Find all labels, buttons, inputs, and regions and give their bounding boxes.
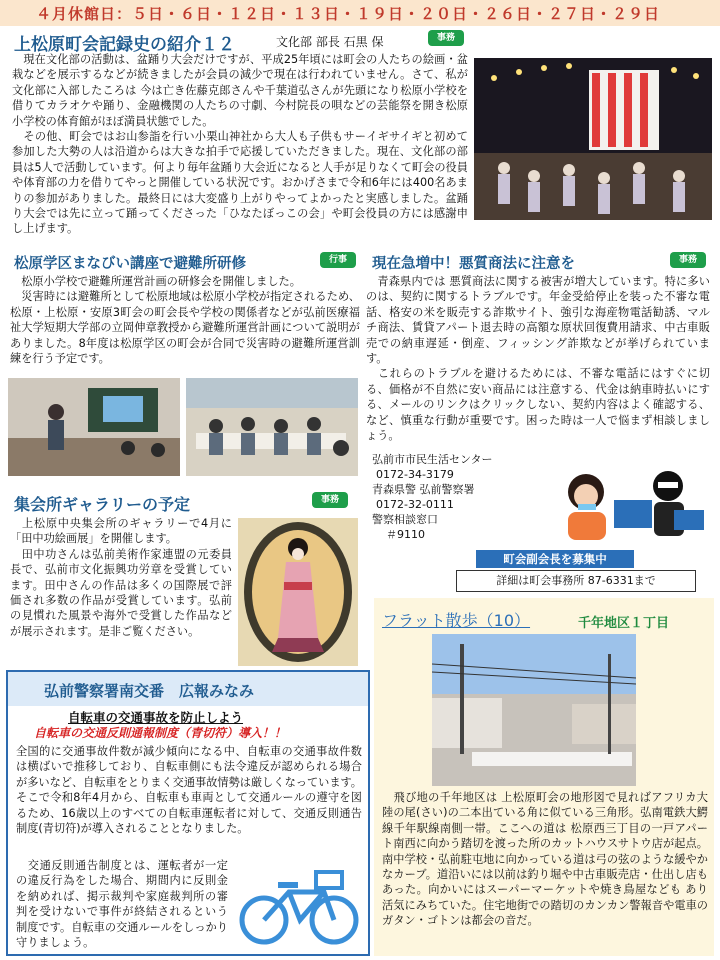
police-body-1: 全国的に交通事故件数が減少傾向になる中、自転車の交通事故件数は横ばいで推移しており、自転車側にも法令違反が認められる場合が多いなど、自転車をとりまく交通事故情勢は厳しくなっています。そこで令和8年4月から、自転車も車両として交通ルールの遵守を図るため、16歳以上のすべての自転車運転者に対して、交通反則通告制度(青切符)が導入されることとなりました。 [16, 745, 362, 836]
gallery-body: 上松原中央集会所のギャラリーで4月に「田中功絵画展」を開催します。 田中功さんは弘前美術作家連盟の元委員長で、弘前市文化振興功労章を受賞しています。田中さんの作品は多くの国際展で評価され多数の作品が受賞しています。弘前の見慣れた風景や海外で受賞した作品などが展示されます。是非ご覧ください。 [10, 517, 232, 638]
police-alert: 自転車の交通反則通報制度（青切符）導入！！ [34, 726, 287, 740]
recruit-tel: 87-6331まで [587, 574, 656, 587]
contact-center-name: 弘前市市民生活センター [372, 453, 493, 466]
street-photo [432, 634, 636, 786]
contact-consult-name: 警察相談窓口 [372, 513, 438, 526]
school-tag: 行事 [320, 252, 356, 268]
history-paragraph-1: 現在文化部の活動は、盆踊り大会だけですが、平成25年頃には町会の人たちの絵画・盆栽などを展示するなどが続きましたが会員の減少で現在は行われていません。さて、私が文化部に入部したころは 今は亡き佐藤克郎さんや千葉道弘さんが先頭になり松原小学校を借りてカラオケや踊り、金融機関の人たちの寸劇、今村院長の唄などの芸能祭を開き松原小学校の体育館がほぼ満員状態でした。 [12, 53, 468, 128]
contact-police-tel: 0172-32-0111 [376, 498, 454, 511]
contact-center-tel: 0172-34-3179 [376, 468, 454, 481]
training-photo-2 [186, 378, 358, 476]
walk-area: 千年地区１丁目 [578, 616, 670, 631]
fraud-contacts [372, 452, 552, 542]
fraud-title: 現在急増中！悪質商法に注意を [372, 256, 575, 272]
recruit-banner [476, 550, 634, 568]
history-body [12, 52, 468, 244]
contact-police-name: 青森県警 弘前警察署 [372, 483, 475, 496]
recruit-detail: 詳細は町会事務所 [496, 574, 585, 587]
recruit-title: 町会副会長を募集中 [503, 552, 607, 566]
contact-consult-tel: ＃9110 [386, 528, 425, 541]
bicycle-icon [234, 862, 364, 948]
fraud-body: 青森県内では 悪質商法に関する被害が増大しています。特に多いのは、契約に関するトラブルです。年金受給停止を装った不審な電話、格安の米を販売する詐欺サイト、強引な海産物電話勧誘、マルチ商法、賃貸アパート退去時の高額な原状回復費用請求、中古車販売での納車遅延・倒産、フィッシング詐欺などが挙げられています。 これらのトラブルを避けるためには、不審な電話にはすぐに切る、価格が不自然に安い商品には注意する、代金は納車時払いにする、メールのリンクはクリックしない、契約内容はよく確認する、など、慎重な行動が重要です。困った時は一人で悩まず相談しましょう。 [366, 275, 710, 443]
school-title: 松原学区まなびい講座で避難所研修 [14, 256, 246, 272]
recruit-detail-box [456, 570, 696, 592]
school-body: 松原小学校で避難所運営計画の研修会を開催しました。 災害時には避難所として松原地域は松原小学校が指定されるため、松原・上松原・安原3町会の町会長や学校の関係者などが弘前医療福祉大学短期大学部の立岡伸章教授から避難所運営計画について説明がありました。8年度は松原学区の町会が合同で災害時の避難所運営訓練を行う予定です。 [10, 275, 360, 366]
walk-body: 飛び地の千年地区は 上松原町会の地形図で見ればアフリカ大陸の尾(さい)の二本出ている角に似ている三角形。弘南電鉄大鰐線千年駅線南側一帯。ここへの道は 松原西三丁目の一戸アパート南西に向かう踏切を渡った所のカットハウスサトウ店が起点。南中学校・弘前駐屯地に向かっている道は弓の弦のような緩やかなカーブ。道沿いには以前は釣り堀や中古車販売店・仕出し店もあった。向かいにはスーパーマーケットや焼き鳥屋なども あり活気にみちていた。住宅地街での踏切のカンカン警報音や電車のガタン・ゴトンは都会の音だ。 [382, 791, 708, 928]
police-title: 弘前警察署南交番 広報みなみ [44, 682, 255, 700]
history-paragraph-2: その他、町会ではお山参詣を行い小栗山神社から大人も子供もサーイギサイギと初めて参加した大勢の人は沿道からは大きな拍手で応援していただきました。現在、文化部の部員は5人で活動しています。何より毎年盆踊り大会近になると人手が足りなくて町会の役員や体育部の力を借りてやっと開催している状況です。おかげさまで令和6年には400名あまりの参加がありました。最終日には大変盛り上がりやってよかったと実感しました。盆踊り大会では先に立って踊ってくださった「ひなたぼっこの会」や町会役員の方には感謝申し上げます。 [12, 130, 468, 236]
police-body-2: 交通反則通告制度とは、運転者が一定の違反行為をした場合、期間内に反則金を納めれば、掲示裁判や家庭裁判所の審判を受けないで事件が終結されるという制度です。自転車の交通ルールをしっかり守りましょう。 [16, 859, 228, 950]
closed-days-banner [0, 0, 720, 26]
closed-days-text: ４月休館日：５日・６日・１２日・１３日・１９日・２０日・２６日・２７日・２９日 [36, 5, 661, 23]
gallery-tag: 事務 [312, 492, 348, 508]
fraud-tag: 事務 [670, 252, 706, 268]
history-author: 文化部 部長 石黒 保 [276, 35, 384, 49]
history-tag: 事務 [428, 30, 464, 46]
gallery-title: 集会所ギャラリーの予定 [14, 495, 191, 514]
training-photo-1 [8, 378, 180, 476]
police-section [6, 670, 370, 956]
bon-dance-photo [474, 58, 712, 220]
walk-title: フラット散歩（10） [382, 611, 531, 630]
scam-illustration [556, 460, 706, 544]
police-subtitle: 自転車の交通事故を防止しよう [68, 710, 244, 725]
kimono-painting [238, 518, 358, 666]
history-title: 上松原町会記録史の紹介１２ [14, 35, 235, 55]
